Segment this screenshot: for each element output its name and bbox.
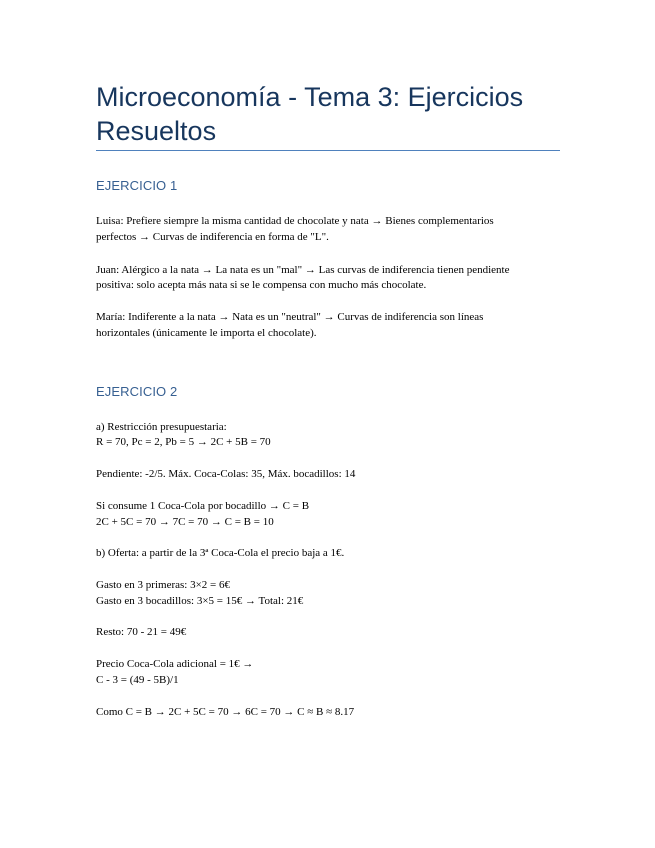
exercise-1-juan-line-1: Juan: Alérgico a la nata → La nata es un "mal" → Las curvas de indiferencia tienen pendiente bbox=[96, 264, 510, 276]
exercise-1-luisa-line-2: perfectos → Curvas de indiferencia en forma de "L". bbox=[96, 231, 329, 243]
exercise-2-spend-line-2: Gasto en 3 bocadillos: 3×5 = 15€ → Total: 21€ bbox=[96, 595, 304, 607]
exercise-2-spend-line-1: Gasto en 3 primeras: 3×2 = 6€ bbox=[96, 579, 230, 591]
exercise-2-slope: Pendiente: -2/5. Máx. Coca-Colas: 35, Máx. bocadillos: 14 bbox=[96, 468, 356, 480]
exercise-1-juan-line-2: positiva: solo acepta más nata si se le compensa con mucho más chocolate. bbox=[96, 279, 427, 291]
title-underline bbox=[96, 150, 560, 151]
exercise-2-a-line-1: a) Restricción presupuestaria: bbox=[96, 421, 227, 433]
exercise-1-maria-line-1: María: Indiferente a la nata → Nata es un "neutral" → Curvas de indiferencia son líneas bbox=[96, 311, 484, 323]
exercise-2-condition-line-2: 2C + 5C = 70 → 7C = 70 → C = B = 10 bbox=[96, 516, 274, 528]
exercise-2-b-line: b) Oferta: a partir de la 3ª Coca-Cola el precio baja a 1€. bbox=[96, 547, 345, 559]
exercise-2-condition-line-1: Si consume 1 Coca-Cola por bocadillo → C = B bbox=[96, 500, 310, 512]
exercise-1-luisa-line-1: Luisa: Prefiere siempre la misma cantidad de chocolate y nata → Bienes complementarios bbox=[96, 215, 494, 227]
exercise-2-price-line-2: C - 3 = (49 - 5B)/1 bbox=[96, 674, 179, 686]
exercise-1-heading: EJERCICIO 1 bbox=[96, 178, 178, 193]
document-title: Microeconomía - Tema 3: Ejercicios Resueltos bbox=[96, 82, 524, 146]
exercise-1-maria-line-2: horizontales (únicamente le importa el chocolate). bbox=[96, 327, 317, 339]
exercise-2-heading: EJERCICIO 2 bbox=[96, 384, 178, 399]
exercise-2-price-line-1: Precio Coca-Cola adicional = 1€ → bbox=[96, 658, 254, 670]
exercise-2-a-line-2: R = 70, Pc = 2, Pb = 5 → 2C + 5B = 70 bbox=[96, 436, 271, 448]
exercise-2-final: Como C = B → 2C + 5C = 70 → 6C = 70 → C ≈ B ≈ 8.17 bbox=[96, 706, 355, 718]
exercise-2-rest: Resto: 70 - 21 = 49€ bbox=[96, 626, 187, 638]
